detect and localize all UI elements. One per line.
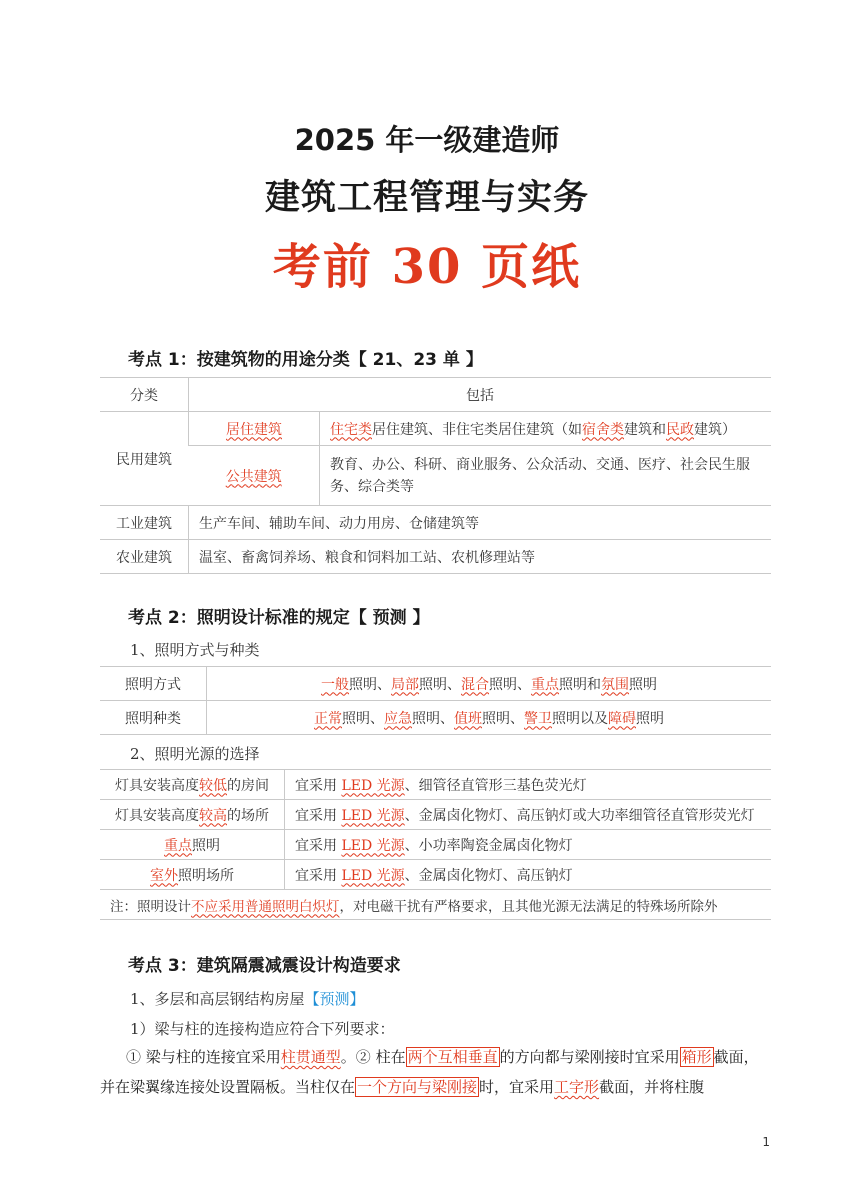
section3-sub2: 1）梁与柱的连接构造应符合下列要求： — [130, 1020, 395, 1038]
source-row-label: 灯具安装高度较高的场所 — [100, 800, 285, 830]
source-row-label: 室外照明场所 — [100, 860, 285, 890]
doc-title-line3: 考前 30 页纸 — [272, 239, 582, 295]
section2-title: 考点 2：照明设计标准的规定【 预测 】 — [128, 608, 430, 628]
section1-title: 考点 1：按建筑物的用途分类【 21、23 单 】 — [128, 350, 483, 370]
doc-title-line2: 建筑工程管理与实务 — [264, 178, 589, 218]
source-row-value: 宜采用 LED 光源、小功率陶瓷金属卤化物灯 — [285, 830, 772, 860]
subcategory-residential: 居住建筑 — [226, 421, 282, 438]
section2-sub2: 2、照明光源的选择 — [130, 745, 260, 763]
label-lighting-mode: 照明方式 — [100, 667, 207, 701]
industrial-desc: 生产车间、辅助车间、动力用房、仓储建筑等 — [189, 506, 772, 540]
doc-title-line1: 2025 年一级建造师 — [294, 123, 560, 157]
residential-desc: 住宅类居住建筑、非住宅类居住建筑（如宿舍类建筑和民政建筑） — [320, 412, 772, 446]
source-row-value: 宜采用 LED 光源、金属卤化物灯、高压钠灯或大功率细管径直管形荧光灯 — [285, 800, 772, 830]
col-header-includes: 包括 — [189, 378, 772, 412]
source-row-label: 灯具安装高度较低的房间 — [100, 770, 285, 800]
lighting-kind-values: 正常照明、应急照明、值班照明、警卫照明以及障碍照明 — [207, 701, 772, 735]
col-header-category: 分类 — [100, 378, 189, 412]
lighting-mode-values: 一般照明、局部照明、混合照明、重点照明和氛围照明 — [207, 667, 772, 701]
light-source-table — [100, 769, 771, 920]
public-desc: 教育、办公、科研、商业服务、公众活动、交通、医疗、社会民生服务、综合类等 — [320, 446, 772, 506]
agricultural-desc: 温室、畜禽饲养场、粮食和饲料加工站、农机修理站等 — [189, 540, 772, 574]
source-row-value: 宜采用 LED 光源、细管径直管形三基色荧光灯 — [285, 770, 772, 800]
section2-sub1: 1、照明方式与种类 — [130, 641, 260, 659]
source-row-value: 宜采用 LED 光源、金属卤化物灯、高压钠灯 — [285, 860, 772, 890]
category-civil: 民用建筑 — [100, 412, 189, 506]
page-number: 1 — [762, 1135, 770, 1149]
section3-paragraph: ① 梁与柱的连接宜采用柱贯通型。② 柱在 两个互相垂直 的方向都与梁刚接时宜采用 箱形 截面，并在梁翼缘连接处设置隔板。当柱仅在 一个方向与梁刚接 时，宜采用工字形截面，并将柱腹 — [100, 1048, 759, 1096]
section3-title: 考点 3：建筑隔震减震设计构造要求 — [128, 956, 401, 976]
subcategory-public: 公共建筑 — [225, 468, 282, 485]
source-row-label: 重点照明 — [100, 830, 285, 860]
category-industrial: 工业建筑 — [100, 506, 189, 540]
building-use-table — [100, 377, 771, 574]
label-lighting-kind: 照明种类 — [100, 701, 207, 735]
section3-sub1: 1、多层和高层钢结构房屋【预测】 — [130, 990, 365, 1008]
category-agricultural: 农业建筑 — [100, 540, 189, 574]
lighting-mode-table — [100, 666, 771, 735]
lighting-note: 注：照明设计不应采用普通照明白炽灯，对电磁干扰有严格要求，且其他光源无法满足的特殊场所除外 — [100, 890, 771, 920]
